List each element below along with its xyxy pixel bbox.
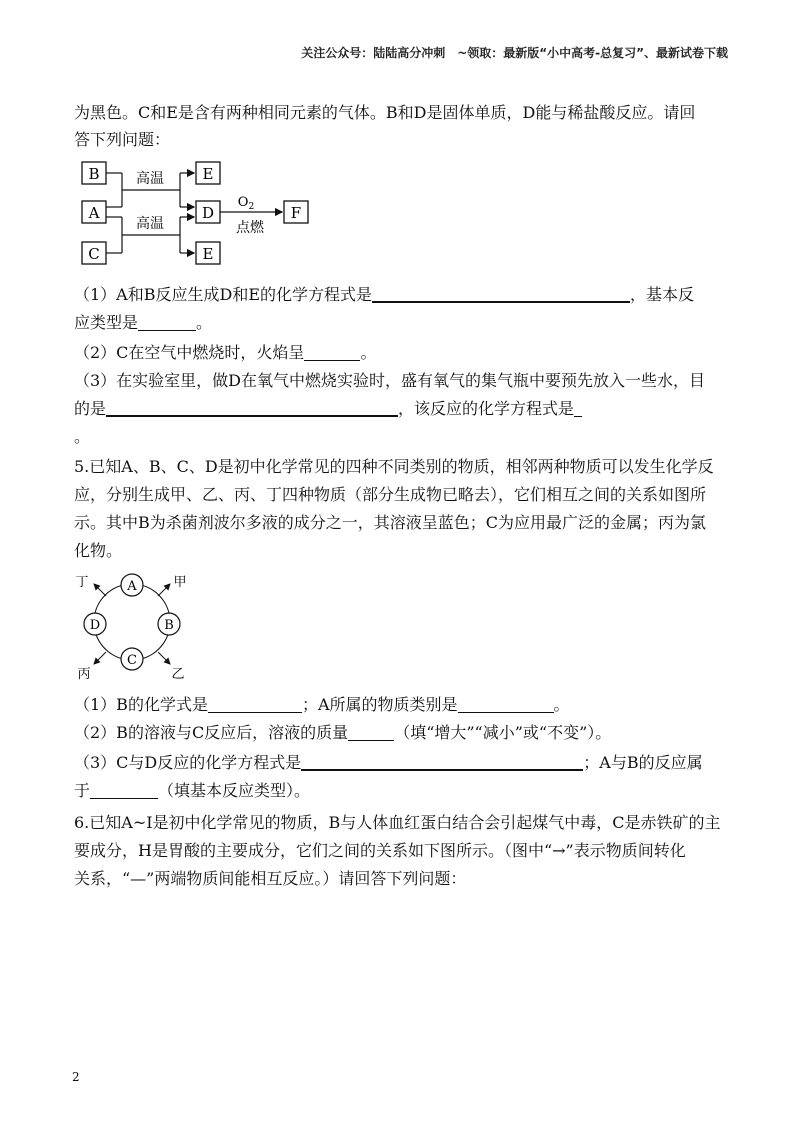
cond-o2: $O_2$ xyxy=(237,195,255,212)
q4-intro-line1: 为黑色。C和E是含有两种相同元素的气体。B和D是固体单质，D能与稀盐酸反应。请回 xyxy=(74,103,696,122)
q5-part1: （1）B的化学式是 ；A所属的物质类别是 。 xyxy=(74,695,570,714)
q5-intro-line4: 化物。 xyxy=(74,541,123,560)
page-number: 2 xyxy=(72,1070,80,1084)
q6-line3: 关系，“—”两端物质间能相互反应。）请回答下列问题： xyxy=(74,869,467,888)
node-d-label: D xyxy=(89,618,101,633)
q5-part3-blank-type[interactable] xyxy=(90,797,158,799)
q6-line1: 6.已知A~I是初中化学常见的物质，B与人体血红蛋白结合会引起煤气中毒，C是赤铁矿的主 xyxy=(74,813,721,832)
box-b-label: B xyxy=(88,165,100,183)
q5-intro-line1: 5.已知A、B、C、D是初中化学常见的四种不同类别的物质，相邻两种物质可以发生化学反 xyxy=(74,457,714,476)
q4-part1-blank-equation[interactable] xyxy=(372,300,630,303)
cond-high-temp-2: 高温 xyxy=(136,216,164,232)
box-e-bottom-label: E xyxy=(202,245,214,263)
node-b-label: B xyxy=(164,618,174,633)
q4-part2: （2）C在空气中燃烧时，火焰呈 。 xyxy=(74,343,377,362)
q5-part2-blank[interactable] xyxy=(348,739,394,741)
product-jia: 甲 xyxy=(173,575,187,590)
cond-ignite: 点燃 xyxy=(236,220,264,236)
product-bing: 丙 xyxy=(77,667,91,682)
node-c-label: C xyxy=(127,653,137,668)
q5-part3-blank-equation[interactable] xyxy=(301,768,583,771)
q4-part3: （3）在实验室里，做D在氧气中燃烧实验时，盛有氧气的集气瓶中要预先放入一些水，目 xyxy=(74,371,706,390)
q4-part3-blank-purpose[interactable] xyxy=(106,414,398,417)
q5-part1-blank-category[interactable] xyxy=(458,711,554,713)
q5-part2: （2）B的溶液与C反应后，溶液的质量 （填“增大”“减小”或“不变”）。 xyxy=(74,723,612,742)
q4-part3-cont: 的是 ，该反应的化学方程式是 xyxy=(74,396,582,419)
q5-cycle-diagram xyxy=(70,570,200,682)
box-d-label: D xyxy=(201,204,215,222)
q4-part1-cont: 应类型是 。 xyxy=(74,313,213,332)
box-c-label: C xyxy=(88,245,100,263)
q5-part3-cont: 于 （填基本反应类型）。 xyxy=(74,781,311,800)
node-a-label: A xyxy=(127,579,137,594)
box-f-label: F xyxy=(290,204,302,222)
product-yi: 乙 xyxy=(171,667,185,682)
q5-part3: （3）C与D反应的化学方程式是 ；A与B的反应属 xyxy=(74,753,703,772)
product-ding: 丁 xyxy=(75,575,89,590)
page-header: 关注公众号：陆陆高分冲刺 ~领取：最新版“小中高考-总复习”、最新试卷下载 xyxy=(301,46,728,60)
q6-line2: 要成分，H是胃酸的主要成分，它们之间的关系如下图所示。（图中“→”表示物质间转化 xyxy=(74,841,686,860)
q4-part1-blank-type[interactable] xyxy=(138,329,196,331)
q5-intro-line3: 示。其中B为杀菌剂波尔多液的成分之一，其溶液呈蓝色；C为应用最广泛的金属；丙为氯 xyxy=(74,513,707,532)
q4-part3-blank-equation[interactable] xyxy=(574,415,582,417)
q4-reaction-diagram xyxy=(76,156,336,268)
q4-intro-line2: 答下列问题： xyxy=(74,130,171,149)
q4-part1: （1）A和B反应生成D和E的化学方程式是 ，基本反 xyxy=(74,285,695,304)
q4-part2-blank[interactable] xyxy=(304,359,360,361)
q4-part3-end: 。 xyxy=(74,427,91,446)
cond-high-temp-1: 高温 xyxy=(136,171,164,187)
box-a-label: A xyxy=(88,204,100,222)
box-e-top-label: E xyxy=(202,165,214,183)
q5-intro-line2: 应，分别生成甲、乙、丙、丁四种物质（部分生成物已略去），它们相互之间的关系如图所 xyxy=(74,485,707,504)
q5-part1-blank-formula[interactable] xyxy=(208,711,302,713)
